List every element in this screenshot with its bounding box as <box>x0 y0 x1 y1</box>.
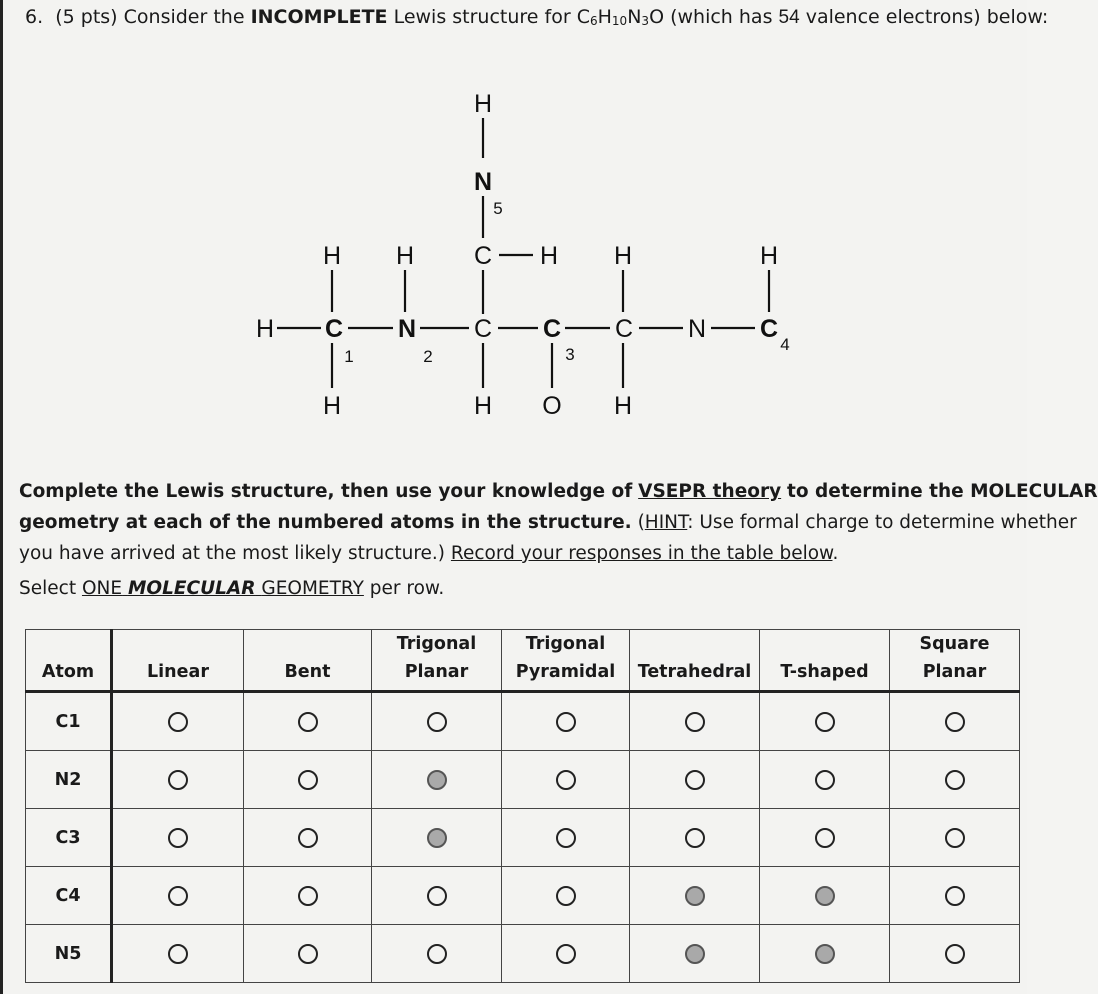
geometry-table <box>25 629 1020 983</box>
radio-c1-square-planar[interactable] <box>945 712 965 732</box>
lewis-structure <box>3 0 1030 440</box>
radio-n5-bent[interactable] <box>298 944 318 964</box>
select-suffix: per row. <box>369 578 445 599</box>
header-t-shaped: T-shaped <box>760 630 890 692</box>
instr-period: . <box>832 543 839 564</box>
question-number: 6. <box>25 6 44 28</box>
hint-text: : Use formal charge to determine whether <box>687 512 1077 533</box>
atom-h-c4-top: H <box>759 242 779 270</box>
header-linear: Linear <box>112 630 244 692</box>
atom-cell: C1 <box>26 692 112 751</box>
label-1: 1 <box>344 347 354 366</box>
radio-n2-linear[interactable] <box>168 770 188 790</box>
header-bent: Bent <box>244 630 372 692</box>
instructions <box>19 476 1098 569</box>
radio-n5-t-shaped[interactable] <box>815 944 835 964</box>
label-5: 5 <box>493 199 503 218</box>
atom-cell: N2 <box>26 751 112 809</box>
vsepr-theory-text: VSEPR theory <box>638 481 782 502</box>
radio-c1-bent[interactable] <box>298 712 318 732</box>
radio-c1-trigonal-planar[interactable] <box>427 712 447 732</box>
question-paren-end: valence electrons) below: <box>805 6 1049 28</box>
atom-o-bottom: O <box>542 392 562 420</box>
radio-c3-linear[interactable] <box>168 828 188 848</box>
hint-open: ( <box>637 512 645 533</box>
atom-c1: C <box>324 315 344 343</box>
radio-c3-trigonal-pyramidal[interactable] <box>556 828 576 848</box>
radio-c1-linear[interactable] <box>168 712 188 732</box>
table-row <box>26 692 1020 751</box>
atom-n2: N <box>397 315 417 343</box>
valence-electron-count: 54 <box>778 7 800 28</box>
atom-c-mid-top: C <box>473 242 493 270</box>
radio-c4-trigonal-planar[interactable] <box>427 886 447 906</box>
header-trigonal-planar: Trigonal Planar <box>372 630 502 692</box>
radio-c4-t-shaped[interactable] <box>815 886 835 906</box>
radio-n2-trigonal-pyramidal[interactable] <box>556 770 576 790</box>
atom-h-c1-top: H <box>322 242 342 270</box>
atom-n-right: N <box>687 315 707 343</box>
table-row <box>26 925 1020 983</box>
radio-n2-square-planar[interactable] <box>945 770 965 790</box>
radio-n2-tetrahedral[interactable] <box>685 770 705 790</box>
atom-h-center-bottom: H <box>473 392 493 420</box>
radio-c4-bent[interactable] <box>298 886 318 906</box>
select-prefix: Select <box>19 578 77 599</box>
table-row <box>26 751 1020 809</box>
radio-c4-linear[interactable] <box>168 886 188 906</box>
question-paren-start: (which has <box>670 6 773 28</box>
atom-h-n2-top: H <box>395 242 415 270</box>
radio-c4-tetrahedral[interactable] <box>685 886 705 906</box>
atom-h-cright-top: H <box>613 242 633 270</box>
radio-c3-trigonal-planar[interactable] <box>427 828 447 848</box>
atom-c4: C <box>759 315 779 343</box>
question-points: (5 pts) Consider the <box>55 6 245 28</box>
atom-h-top: H <box>473 90 493 118</box>
radio-c1-trigonal-pyramidal[interactable] <box>556 712 576 732</box>
table-row <box>26 867 1020 925</box>
atom-cell: N5 <box>26 925 112 983</box>
header-square-planar: Square Planar <box>890 630 1020 692</box>
table-row <box>26 809 1020 867</box>
question-mid: Lewis structure for <box>393 6 571 28</box>
label-3: 3 <box>565 345 575 364</box>
hint-label: HINT <box>644 512 688 533</box>
select-instruction <box>19 578 444 599</box>
radio-n2-bent[interactable] <box>298 770 318 790</box>
header-trigonal-pyramidal: Trigonal Pyramidal <box>502 630 630 692</box>
radio-c3-square-planar[interactable] <box>945 828 965 848</box>
radio-c1-tetrahedral[interactable] <box>685 712 705 732</box>
instr-bold-2: to determine the MOLECULAR <box>787 481 1098 502</box>
header-atom: Atom <box>26 630 112 692</box>
select-one: ONE MOLECULAR GEOMETRY <box>81 578 364 599</box>
question-emphasis: INCOMPLETE <box>250 6 388 28</box>
header-tetrahedral: Tetrahedral <box>630 630 760 692</box>
atom-c-right: C <box>614 315 634 343</box>
radio-n2-trigonal-planar[interactable] <box>427 770 447 790</box>
label-2: 2 <box>423 347 433 366</box>
radio-n5-tetrahedral[interactable] <box>685 944 705 964</box>
atom-n5: N <box>473 168 493 196</box>
radio-n5-square-planar[interactable] <box>945 944 965 964</box>
atom-cell: C3 <box>26 809 112 867</box>
atom-c3: C <box>542 315 562 343</box>
atom-c-center: C <box>473 315 493 343</box>
atom-cell: C4 <box>26 867 112 925</box>
table-header-row <box>26 630 1020 692</box>
atom-h-left: H <box>255 315 275 343</box>
atom-h-c1-bottom: H <box>322 392 342 420</box>
instr-bold-1: Complete the Lewis structure, then use your knowledge of <box>19 481 633 502</box>
radio-n5-trigonal-planar[interactable] <box>427 944 447 964</box>
radio-c3-tetrahedral[interactable] <box>685 828 705 848</box>
radio-c3-t-shaped[interactable] <box>815 828 835 848</box>
instr-bold-3: geometry at each of the numbered atoms in the structure. <box>19 512 632 533</box>
molecular-formula: $C_6H_{10}N_3O$ <box>576 6 665 28</box>
atom-h-right-bottom: H <box>613 392 633 420</box>
radio-n5-linear[interactable] <box>168 944 188 964</box>
radio-c4-square-planar[interactable] <box>945 886 965 906</box>
radio-c1-t-shaped[interactable] <box>815 712 835 732</box>
radio-n5-trigonal-pyramidal[interactable] <box>556 944 576 964</box>
radio-c4-trigonal-pyramidal[interactable] <box>556 886 576 906</box>
record-responses-text: Record your responses in the table below <box>450 543 833 564</box>
instr-line-3: you have arrived at the most likely structure.) <box>19 543 446 564</box>
atom-h-cmid-right: H <box>539 242 559 270</box>
radio-n2-t-shaped[interactable] <box>815 770 835 790</box>
label-4: 4 <box>780 335 790 354</box>
radio-c3-bent[interactable] <box>298 828 318 848</box>
